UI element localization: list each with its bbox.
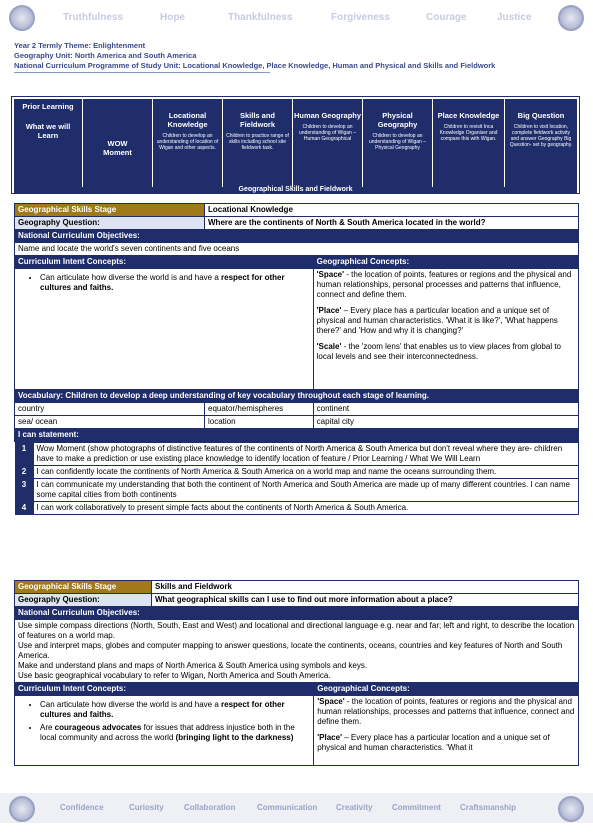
- prior-learning-cell: [14, 99, 83, 187]
- prior-learning-label: Prior Learning: [22, 102, 74, 111]
- divider: [14, 72, 270, 73]
- value-curiosity: Curiosity: [129, 803, 164, 812]
- stage-label: Geographical Skills Stage: [15, 204, 205, 217]
- statement-text: I can communicate my understanding that both the continent of North America and South America are made up of many different countries. I can name some capital cities from both continents: [33, 479, 578, 502]
- question-value: Where are the continents of North & South America located in the world?: [205, 217, 579, 230]
- statement-row: [15, 466, 578, 479]
- unit-table-skills: [14, 580, 579, 766]
- gc-space-text: - the location of points, features or regions and the physical and human relationships, personal processes and patterns that influence, connect and define them.: [316, 270, 572, 299]
- school-values-footer: [0, 793, 593, 823]
- ci-text: for issues that address injustice both in the local community and across the world: [40, 723, 295, 742]
- statement-number: 1: [15, 443, 33, 466]
- can-label: I can statement:: [15, 429, 579, 442]
- vocab-cell: continent: [313, 403, 578, 416]
- gc-place-text: – Every place has a particular location and a unique set of physical and human characteristics. 'What it: [317, 733, 550, 752]
- question-label: Geography Question:: [15, 217, 205, 230]
- ci-cell: [15, 269, 314, 390]
- nco-text: Name and locate the world's seven continents and five oceans: [15, 243, 579, 256]
- nco-line: Use and interpret maps, globes and computer mapping to answer questions, locate the continents, oceans, countries and key features of North and South America.: [18, 641, 563, 660]
- school-crest-icon: [558, 5, 584, 31]
- gc-place-text: – Every place has a particular location and a unique set of physical and human characteristics. 'What it is like?', 'What happens there?' and 'How and why it is changing?': [316, 306, 558, 335]
- gc-space-text: - the location of points, features or regions and the physical and human relationships, processes and patterns that influence, connect and define them.: [317, 697, 575, 726]
- journey-col-title: Skills and Fieldwork: [239, 111, 275, 129]
- gc-scale-text: - the 'zoom lens' that enables us to view places from global to local levels and see their interconnectedness.: [316, 342, 561, 361]
- journey-col-wow: [83, 99, 153, 187]
- ci-text: Can articulate how diverse the world is and have a: [40, 700, 221, 709]
- vocab-cell: capital city: [313, 416, 578, 429]
- statement-number: 4: [15, 502, 33, 515]
- value-communication: Communication: [257, 803, 318, 812]
- theme-block: [14, 41, 495, 73]
- journey-col-skills: [223, 99, 293, 187]
- ci-text: Are: [40, 723, 55, 732]
- vocab-cell: equator/hemispheres: [205, 403, 314, 416]
- what-we-will-learn-label: What we will Learn: [25, 122, 71, 140]
- journey-col-title: Locational Knowledge: [167, 111, 208, 129]
- ci-bold: respect for other cultures and faiths.: [40, 700, 285, 719]
- journey-col-physical: [363, 99, 433, 187]
- value-creativity: Creativity: [336, 803, 373, 812]
- gc-label: Geographical Concepts:: [313, 256, 578, 269]
- nco-line: Make and understand plans and maps of North America & South America using symbols and keys.: [18, 661, 368, 670]
- nco-label: National Curriculum Objectives:: [15, 230, 579, 243]
- statement-text: Wow Moment (show photographs of distinctive features of the continents of North America & South America but don't reveal where they are- children have to make a prediction or use existing place knowledge to identify location of feature / Prior Learning / What We Will Learn: [33, 443, 578, 466]
- ci-cell: [15, 696, 314, 766]
- gc-space: [317, 270, 575, 300]
- statement-row: [15, 502, 578, 515]
- ci-bold: respect for other cultures and faiths.: [40, 273, 285, 292]
- ci-item: [40, 723, 310, 743]
- stage-value: Skills and Fieldwork: [152, 581, 579, 594]
- ci-text: Can articulate how diverse the world is and have a: [40, 273, 221, 282]
- nco-text: [15, 620, 579, 683]
- unit-table-locational: [14, 203, 579, 515]
- vocab-cell: country: [15, 403, 205, 416]
- journey-col-title: Physical Geography: [377, 111, 418, 129]
- value-commitment: Commitment: [392, 803, 441, 812]
- ci-bold: courageous advocates: [54, 723, 142, 732]
- statement-text: I can confidently locate the continents of North America & South America on a world map and name the oceans surrounding them.: [33, 466, 578, 479]
- journey-col-human: [293, 99, 363, 187]
- ci-label: Curriculum Intent Concepts:: [15, 256, 314, 269]
- school-crest-icon: [9, 5, 35, 31]
- gc-place-title: 'Place': [317, 733, 342, 742]
- gc-place: [317, 306, 575, 336]
- journey-col-title: Place Knowledge: [437, 111, 500, 120]
- statement-number: 2: [15, 466, 33, 479]
- school-crest-icon: [9, 796, 35, 822]
- statement-row: [15, 443, 578, 466]
- journey-col-desc: Children to visit location, complete fieldwork activity and answer Geography Big Question- set by geography.: [509, 124, 573, 148]
- nco-line: Use basic geographical vocabulary to refer to Wigan, North America and South America.: [18, 671, 331, 680]
- journey-col-title: Human Geography: [293, 111, 362, 120]
- gc-place: [317, 733, 575, 753]
- statement-text: I can work collaboratively to present simple facts about the continents of North America & South America.: [33, 502, 578, 515]
- stage-value: Locational Knowledge: [205, 204, 579, 217]
- statements-table: [15, 442, 579, 515]
- gc-label: Geographical Concepts:: [314, 683, 579, 696]
- gc-place-title: 'Place': [316, 306, 342, 315]
- nco-label: National Curriculum Objectives:: [15, 607, 579, 620]
- gc-cell: [313, 269, 578, 390]
- geography-unit: Geography Unit: North America and South America: [14, 51, 197, 60]
- ci-item: [40, 273, 310, 293]
- school-values-header: [0, 0, 593, 36]
- termly-theme: Year 2 Termly Theme: Enlightenment: [14, 41, 146, 50]
- vocab-cell: location: [205, 416, 314, 429]
- vocab-label: Vocabulary: Children to develop a deep understanding of key vocabulary throughout each stage of learning.: [15, 390, 579, 403]
- value-forgiveness: Forgiveness: [331, 12, 390, 23]
- journey-footer: Geographical Skills and Fieldwork: [14, 187, 577, 193]
- journey-col-desc: Children to develop an understanding of Wigan – Physical Geography: [369, 133, 426, 151]
- nco-line: Use simple compass directions (North, South, East and West) and locational and directional language e.g. near and far; left and right, to describe the location of features on a world map.: [18, 621, 575, 640]
- vocab-cell: sea/ ocean: [15, 416, 205, 429]
- school-crest-icon: [558, 796, 584, 822]
- gc-cell: [314, 696, 579, 766]
- gc-scale-title: 'Scale': [316, 342, 342, 351]
- journey-col-desc: Children to develop an understanding of Wigan – Human Geographical: [299, 124, 356, 142]
- value-confidence: Confidence: [60, 803, 104, 812]
- journey-col-desc: Children to revisit Inca Knowledge Organiser and compare this with Wigan.: [439, 124, 498, 142]
- ci-item: [40, 700, 310, 720]
- value-thankfulness: Thankfulness: [228, 12, 293, 23]
- journey-col-big-question: [505, 99, 577, 187]
- question-value: What geographical skills can I use to find out more information about a place?: [152, 594, 579, 607]
- gc-space: [317, 697, 575, 727]
- gc-space-title: 'Space': [317, 697, 345, 706]
- value-hope: Hope: [160, 12, 185, 23]
- statement-number: 3: [15, 479, 33, 502]
- journey-col-desc: Children to practice range of skills including school site fieldwork task.: [226, 133, 289, 151]
- learning-journey-table: [12, 97, 579, 193]
- value-collaboration: Collaboration: [184, 803, 236, 812]
- journey-col-title: WOW Moment: [103, 139, 132, 157]
- value-craftsmanship: Craftsmanship: [460, 803, 517, 812]
- journey-col-locational: [153, 99, 223, 187]
- value-courage: Courage: [426, 12, 467, 23]
- gc-space-title: 'Space': [316, 270, 345, 279]
- value-truthfulness: Truthfulness: [63, 12, 124, 23]
- journey-col-desc: Children to develop an understanding of location of Wigan and other aspects.: [156, 133, 219, 151]
- curriculum-unit: National Curriculum Programme of Study Unit: Locational Knowledge, Place Knowledge, Human and Physical and Skills and Fieldwork: [14, 61, 496, 70]
- ci-label: Curriculum Intent Concepts:: [15, 683, 314, 696]
- journey-col-title: Big Question: [517, 111, 565, 120]
- gc-scale: [317, 342, 575, 362]
- ci-bold: (bringing light to the darkness): [175, 733, 294, 742]
- question-label: Geography Question:: [15, 594, 152, 607]
- value-justice: Justice: [497, 12, 532, 23]
- journey-col-place: [433, 99, 505, 187]
- stage-label: Geographical Skills Stage: [15, 581, 152, 594]
- statement-row: [15, 479, 578, 502]
